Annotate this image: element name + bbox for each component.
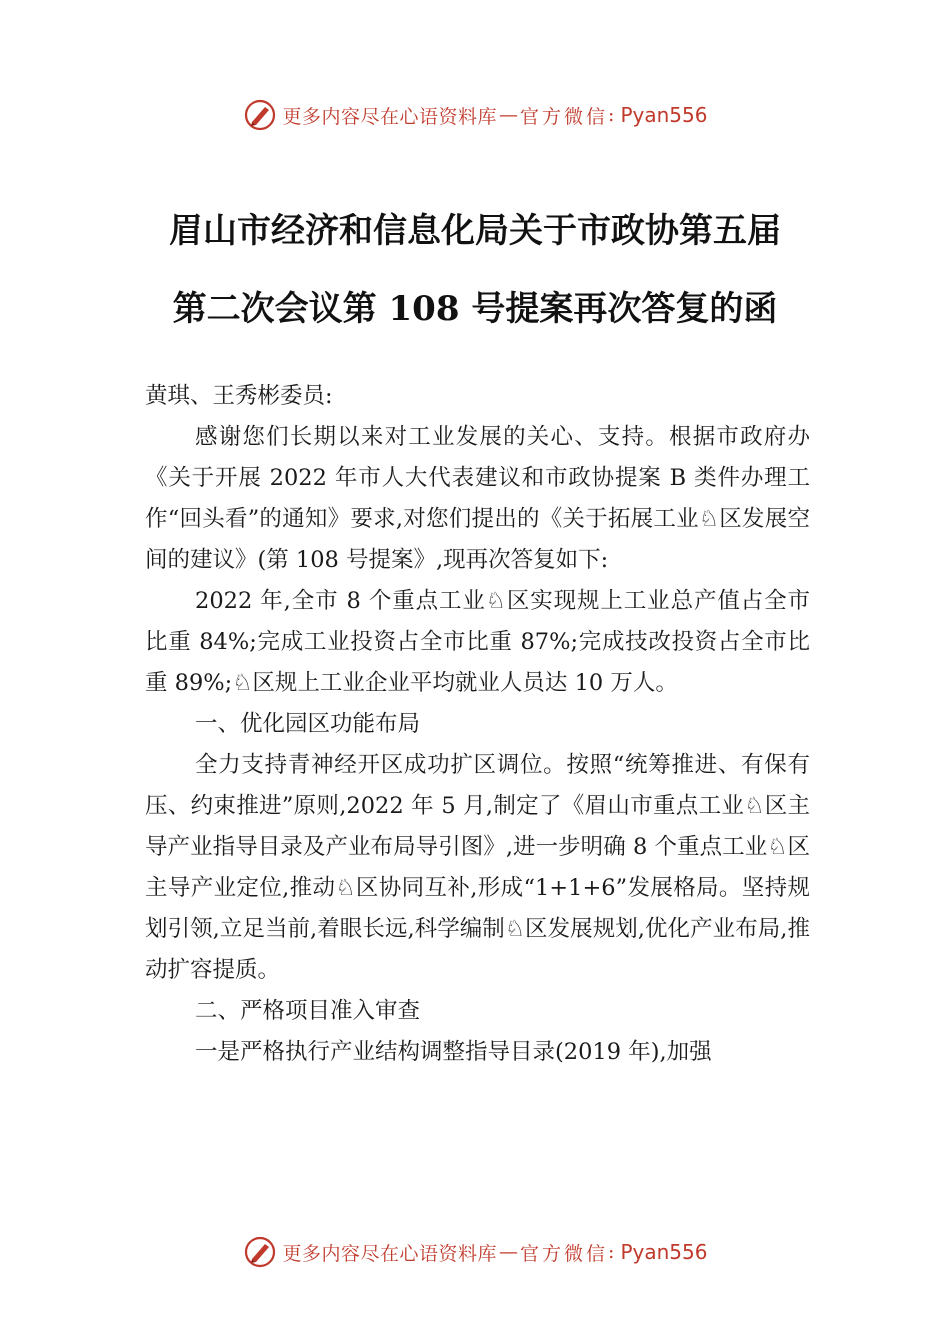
- banner-separator: :: [608, 1241, 615, 1263]
- pen-logo-icon: [243, 1235, 277, 1269]
- document-title: [0, 192, 950, 348]
- paragraph-review: 一是严格执行产业结构调整指导目录(2019 年),加强: [195, 1039, 712, 1065]
- section-heading-2: 二、严格项目准入审查: [195, 998, 421, 1024]
- banner-dash: —: [499, 1241, 519, 1263]
- pen-logo-icon: [243, 98, 277, 132]
- banner-brand: 更多内容尽在心语资料库: [282, 105, 498, 128]
- watermark-banner-bottom: [0, 1232, 950, 1272]
- banner-brand: 更多内容尽在心语资料库: [282, 1242, 498, 1265]
- section-heading-1: 一、优化园区功能布局: [195, 711, 421, 737]
- salutation: 黄琪、王秀彬委员:: [145, 383, 333, 409]
- paragraph-statistics: 2022 年,全市 8 个重点工业♘区实现规上工业总产值占全市比重 84%;完成工业投资占全市比重 87%;完成技改投资占全市比重 89%;♘区规上工业企业平均就业人员达 10 万人。: [145, 588, 810, 696]
- title-line-2: 第二次会议第 108 号提案再次答复的函: [172, 289, 778, 329]
- banner-handle: Pyan556: [620, 103, 708, 127]
- banner-wechat-label: 官方微信: [520, 105, 609, 128]
- document-body: [145, 376, 810, 1073]
- title-line-1: 眉山市经济和信息化局关于市政协第五届: [169, 211, 781, 251]
- watermark-banner-top: [0, 95, 950, 135]
- paragraph-layout: 全力支持青神经开区成功扩区调位。按照“统筹推进、有保有压、约束推进”原则,2022 年 5 月,制定了《眉山市重点工业♘区主导产业指导目录及产业布局导引图》,进一步明确 8 个重点工业♘区主导产业定位,推动♘区协同互补,形成“1+1+6”发展格局。坚持规划引领,立足当前,着眼长远,科学编制♘区发展规划,优化产业布局,推动扩容提质。: [145, 752, 810, 983]
- banner-handle: Pyan556: [620, 1240, 708, 1264]
- paragraph-intro: 感谢您们长期以来对工业发展的关心、支持。根据市政府办《关于开展 2022 年市人大代表建议和市政协提案 B 类件办理工作“回头看”的通知》要求,对您们提出的《关于拓展工业♘区发展空间的建议》(第 108 号提案》,现再次答复如下:: [145, 424, 810, 573]
- banner-separator: :: [608, 104, 615, 126]
- banner-dash: —: [499, 104, 519, 126]
- banner-wechat-label: 官方微信: [520, 1242, 609, 1265]
